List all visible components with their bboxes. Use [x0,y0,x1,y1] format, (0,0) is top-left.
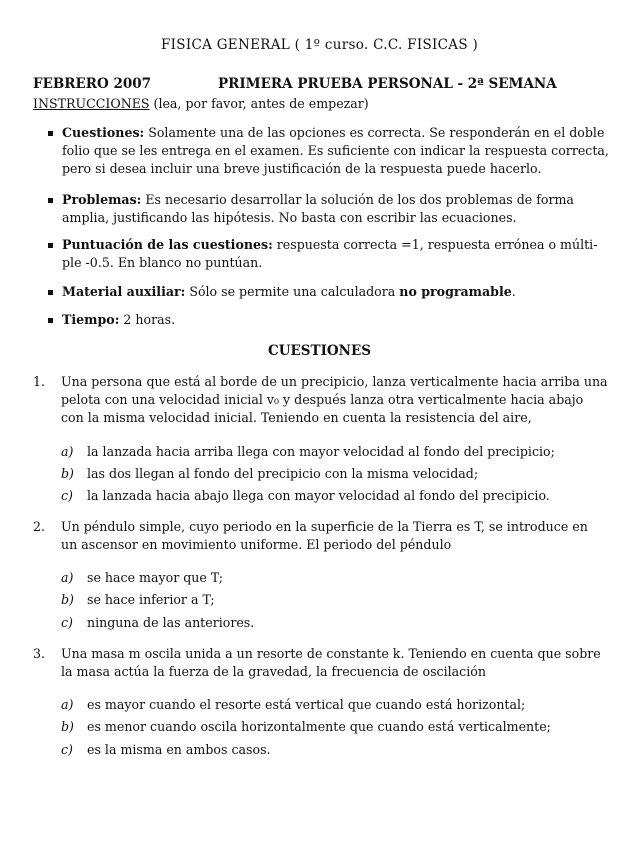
bullet-material [48,283,588,301]
bullet-icon [48,243,53,248]
question-3-option-c[interactable] [61,741,271,759]
question-3-option-b[interactable] [61,718,551,736]
question-text: con la misma velocidad inicial. Teniendo en cuenta la resistencia del aire, [61,410,532,425]
question-1 [33,373,608,427]
option-label: a) [61,570,74,585]
option-label: b) [61,719,74,734]
option-text: ninguna de las anteriores. [87,615,255,630]
option-text: la lanzada hacia arriba llega con mayor velocidad al fondo del precipicio; [87,444,555,459]
option-label: c) [61,615,73,630]
bullet-tiempo [48,311,588,329]
exam-date: FEBRERO 2007 [33,76,152,92]
bullet-text: . [511,284,516,299]
instructions-label: INSTRUCCIONES [33,96,150,111]
bullet-text: 2 horas. [119,312,176,327]
question-2 [33,518,593,554]
bullet-text: Solamente una de las opciones es correcta. Se responderán en el doble [144,125,605,140]
question-3-option-a[interactable] [61,696,525,714]
bullet-icon [48,318,53,323]
option-text: es mayor cuando el resorte está vertical que cuando está horizontal; [87,697,526,712]
option-text: las dos llegan al fondo del precipicio con la misma velocidad; [87,466,479,481]
bullet-term: Puntuación de las cuestiones: [62,237,273,252]
option-label: b) [61,466,74,481]
bullet-term: Material auxiliar: [62,284,186,299]
bullet-problemas [48,191,588,227]
question-2-option-b[interactable] [61,591,215,609]
bullet-puntuacion [48,236,598,272]
option-label: b) [61,592,74,607]
option-label: a) [61,444,74,459]
section-title: CUESTIONES [267,343,372,359]
bullet-emphasis: no programable [399,284,512,299]
bullet-cuestiones [48,124,609,178]
option-text: se hace mayor que T; [87,570,224,585]
bullet-text: pero si desea incluir una breve justificación de la respuesta puede hacerlo. [62,161,542,176]
question-number: 3. [33,646,46,661]
question-text: Un péndulo simple, cuyo periodo en la superficie de la Tierra es T, se introduce en [61,519,588,534]
question-text: la masa actúa la fuerza de la gravedad, la frecuencia de oscilación [61,664,486,679]
question-1-option-c[interactable] [61,487,550,505]
option-text: es la misma en ambos casos. [87,742,271,757]
bullet-text: ple -0.5. En blanco no puntúan. [62,255,263,270]
bullet-text: folio que se les entrega en el examen. Es suficiente con indicar la respuesta correcta, [62,143,609,158]
bullet-icon [48,198,53,203]
bullet-text: amplia, justificando las hipótesis. No basta con escribir las ecuaciones. [62,210,517,225]
option-label: c) [61,742,73,757]
question-1-option-b[interactable] [61,465,478,483]
bullet-text: respuesta correcta =1, respuesta errónea o múlti- [272,237,598,252]
question-text: Una persona que está al borde de un precipicio, lanza verticalmente hacia arriba una [61,374,608,389]
bullet-icon [48,131,53,136]
bullet-text: Sólo se permite una calculadora [185,284,400,299]
bullet-text: Es necesario desarrollar la solución de los dos problemas de forma [141,192,574,207]
option-text: se hace inferior a T; [87,592,215,607]
question-2-option-a[interactable] [61,569,223,587]
instructions-line [33,95,369,113]
question-1-option-a[interactable] [61,443,555,461]
option-text: es menor cuando oscila horizontalmente que cuando está verticalmente; [87,719,551,734]
question-number: 2. [33,519,46,534]
question-2-option-c[interactable] [61,614,254,632]
option-label: a) [61,697,74,712]
bullet-term: Tiempo: [62,312,120,327]
option-text: la lanzada hacia abajo llega con mayor velocidad al fondo del precipicio. [87,488,550,503]
page-title: FISICA GENERAL ( 1º curso. C.C. FISICAS ) [160,37,479,53]
option-label: c) [61,488,73,503]
question-text: un ascensor en movimiento uniforme. El periodo del péndulo [61,537,452,552]
bullet-term: Problemas: [62,192,142,207]
bullet-term: Cuestiones: [62,125,145,140]
exam-name: PRIMERA PRUEBA PERSONAL - 2ª SEMANA [218,76,557,92]
question-3 [33,645,601,681]
bullet-icon [48,290,53,295]
instructions-note: (lea, por favor, antes de empezar) [149,96,369,111]
question-text: pelota con una velocidad inicial v₀ y después lanza otra verticalmente hacia abajo [61,392,584,407]
question-text: Una masa m oscila unida a un resorte de constante k. Teniendo en cuenta que sobre [61,646,601,661]
question-number: 1. [33,374,46,389]
